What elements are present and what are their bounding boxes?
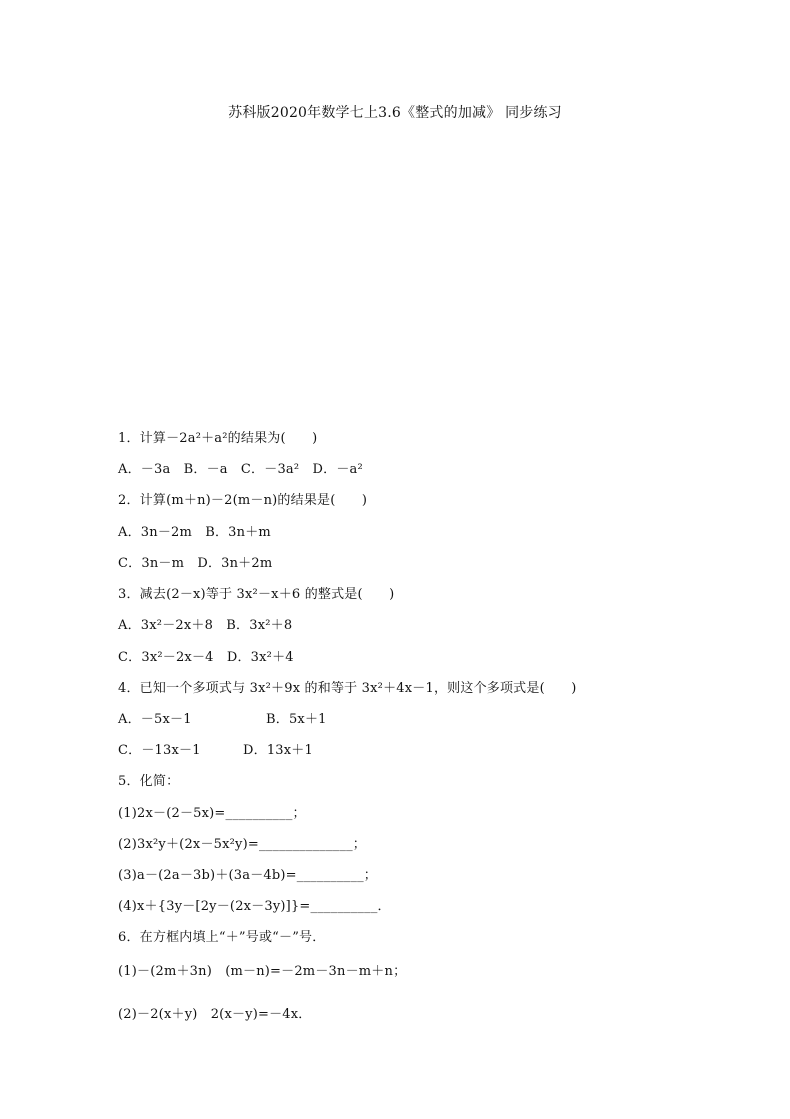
question-5-part-2: (2)3x²y＋(2x－5x²y)=______________； <box>118 837 366 852</box>
option-b: B．5x＋1 <box>266 712 327 727</box>
question-4-options-cd <box>118 739 313 758</box>
document-title: 苏科版2020年数学七上3.6《整式的加减》 同步练习 <box>228 105 562 121</box>
question-3: 3．减去(2－x)等于 3x²－x＋6 的整式是( ) <box>118 587 395 602</box>
question-5: 5．化简： <box>118 774 180 789</box>
option-d: D．13x＋1 <box>243 743 313 758</box>
question-1: 1．计算－2a²＋a²的结果为( ) <box>118 431 318 446</box>
question-5-part-3: (3)a－(2a－3b)＋(3a－4b)=__________； <box>118 868 377 883</box>
question-4: 4．已知一个多项式与 3x²＋9x 的和等于 3x²＋4x－1，则这个多项式是( ) <box>118 681 577 696</box>
question-3-options-cd: C．3x²－2x－4 D．3x²＋4 <box>118 650 294 665</box>
question-2-options-ab: A．3n－2m B．3n＋m <box>118 525 271 540</box>
question-6-part-2: (2)－2(x＋y) 2(x－y)=－4x． <box>118 1007 312 1022</box>
option-a: A．－5x－1 <box>118 712 192 727</box>
question-5-part-4: (4)x＋{3y－[2y－(2x－3y)]}=__________． <box>118 899 391 914</box>
question-1-options: A．－3a B．－a C．－3a² D．－a² <box>118 462 363 477</box>
question-3-options-ab: A．3x²－2x＋8 B．3x²＋8 <box>118 618 293 633</box>
question-6: 6．在方框内填上“＋”号或“－”号． <box>118 930 326 945</box>
question-4-options-ab <box>118 708 327 727</box>
question-2: 2．计算(m＋n)－2(m－n)的结果是( ) <box>118 493 368 508</box>
question-2-options-cd: C．3n－m D．3n＋2m <box>118 556 273 571</box>
option-c: C．－13x－1 <box>118 743 201 758</box>
question-6-part-1: (1)－(2m＋3n) (m－n)=－2m－3n－m＋n； <box>118 964 407 979</box>
question-5-part-1: (1)2x－(2－5x)=__________； <box>118 806 306 821</box>
